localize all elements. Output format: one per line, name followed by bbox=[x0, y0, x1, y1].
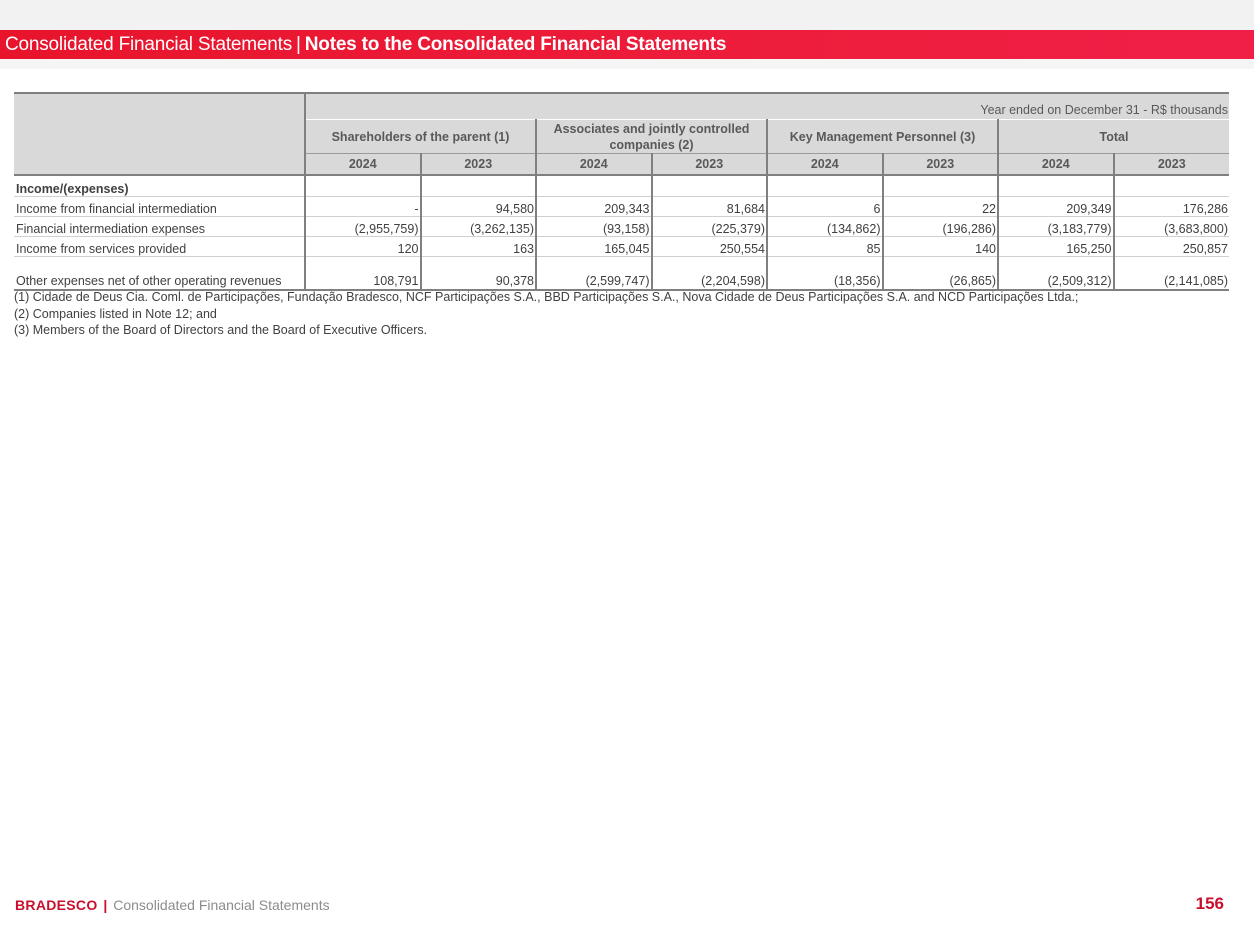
group-header-total: Total bbox=[998, 120, 1229, 154]
related-party-table bbox=[14, 92, 1229, 291]
table-cell: 120 bbox=[305, 237, 421, 257]
table-row bbox=[14, 217, 1229, 237]
row-label: Other expenses net of other operating revenues bbox=[14, 257, 305, 291]
table-corner-cell bbox=[14, 93, 305, 175]
year-header: 2024 bbox=[536, 154, 652, 176]
table-row bbox=[14, 257, 1229, 291]
table-cell: (134,862) bbox=[767, 217, 883, 237]
table-caption: Year ended on December 31 - R$ thousands bbox=[305, 93, 1229, 120]
header-shadow bbox=[0, 59, 1254, 69]
year-header: 2024 bbox=[998, 154, 1114, 176]
year-header: 2024 bbox=[305, 154, 421, 176]
footnote: (3) Members of the Board of Directors and the Board of Executive Officers. bbox=[14, 323, 428, 337]
row-label: Income from services provided bbox=[14, 237, 305, 257]
table-section-row bbox=[14, 175, 1229, 197]
footer-text: Consolidated Financial Statements bbox=[113, 897, 330, 913]
table-cell: (2,955,759) bbox=[305, 217, 421, 237]
header-title bbox=[5, 34, 726, 56]
table-cell: - bbox=[305, 197, 421, 217]
group-header-associates: Associates and jointly controlled companies (2) bbox=[536, 120, 767, 154]
table-cell: 94,580 bbox=[421, 197, 537, 217]
table-cell: 250,857 bbox=[1114, 237, 1230, 257]
table-cell: (93,158) bbox=[536, 217, 652, 237]
table-cell: (2,141,085) bbox=[1114, 257, 1230, 291]
footer-brand: BRADESCO bbox=[15, 897, 98, 913]
table-cell: 6 bbox=[767, 197, 883, 217]
table-cell: 209,343 bbox=[536, 197, 652, 217]
footnote: (2) Companies listed in Note 12; and bbox=[14, 306, 217, 321]
group-header-shareholders: Shareholders of the parent (1) bbox=[305, 120, 536, 154]
table-cell: 165,045 bbox=[536, 237, 652, 257]
table-cell: (196,286) bbox=[883, 217, 999, 237]
table-row bbox=[14, 197, 1229, 217]
year-header: 2023 bbox=[421, 154, 537, 176]
year-header: 2023 bbox=[883, 154, 999, 176]
table-cell: 22 bbox=[883, 197, 999, 217]
table-cell: 250,554 bbox=[652, 237, 768, 257]
header-separator: | bbox=[296, 33, 301, 55]
table-cell: (18,356) bbox=[767, 257, 883, 291]
top-strip bbox=[0, 0, 1254, 30]
year-header: 2023 bbox=[652, 154, 768, 176]
page-footer bbox=[15, 897, 330, 913]
table-cell: 209,349 bbox=[998, 197, 1114, 217]
table-cell: (225,379) bbox=[652, 217, 768, 237]
footer-separator: | bbox=[103, 897, 108, 913]
page-header bbox=[0, 30, 1254, 59]
table-cell: (26,865) bbox=[883, 257, 999, 291]
row-label: Income from financial intermediation bbox=[14, 197, 305, 217]
footnote: (1) Cidade de Deus Cia. Coml. de Participações, Fundação Bradesco, NCF Participações S.A., BBD Participações S.A., Nova Cidade de Deus Participações S.A. and NCD Participações Ltda.; bbox=[14, 290, 1079, 304]
header-title-right: Notes to the Consolidated Financial Statements bbox=[304, 33, 727, 55]
table-cell: 108,791 bbox=[305, 257, 421, 291]
header-title-left: Consolidated Financial Statements bbox=[5, 33, 293, 55]
table-cell: 81,684 bbox=[652, 197, 768, 217]
table-cell: (3,683,800) bbox=[1114, 217, 1230, 237]
table-caption-row bbox=[14, 93, 1229, 120]
table-cell: 140 bbox=[883, 237, 999, 257]
year-header: 2023 bbox=[1114, 154, 1230, 176]
table-cell: 163 bbox=[421, 237, 537, 257]
table-cell: (2,509,312) bbox=[998, 257, 1114, 291]
table-cell: 176,286 bbox=[1114, 197, 1230, 217]
table-cell: (3,262,135) bbox=[421, 217, 537, 237]
page-number: 156 bbox=[1195, 894, 1224, 913]
table-cell: 165,250 bbox=[998, 237, 1114, 257]
table-footnotes bbox=[14, 289, 1078, 339]
table-cell: 85 bbox=[767, 237, 883, 257]
table-cell: (2,204,598) bbox=[652, 257, 768, 291]
table-cell: (2,599,747) bbox=[536, 257, 652, 291]
year-header: 2024 bbox=[767, 154, 883, 176]
row-label: Financial intermediation expenses bbox=[14, 217, 305, 237]
table-cell: (3,183,779) bbox=[998, 217, 1114, 237]
group-header-key-management: Key Management Personnel (3) bbox=[767, 120, 998, 154]
section-label: Income/(expenses) bbox=[14, 175, 305, 197]
table-row bbox=[14, 237, 1229, 257]
table-cell: 90,378 bbox=[421, 257, 537, 291]
